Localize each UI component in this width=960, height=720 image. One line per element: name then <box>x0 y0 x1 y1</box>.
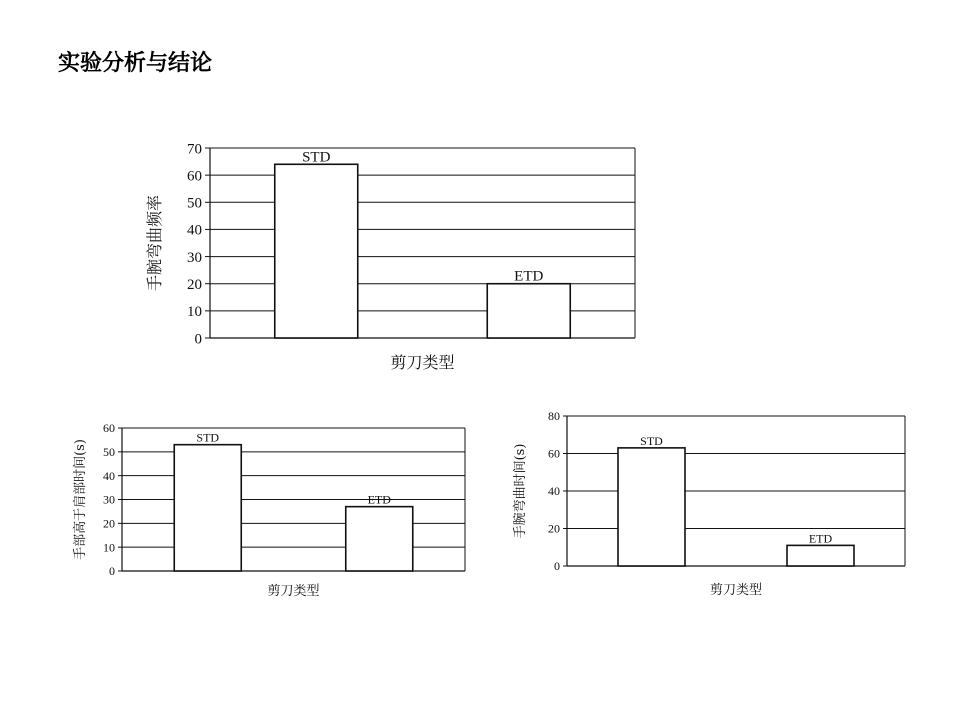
y-tick-label: 30 <box>187 249 202 266</box>
y-tick-label: 50 <box>103 445 115 460</box>
bar-label-etd: ETD <box>367 492 391 507</box>
y-tick-label: 10 <box>187 304 202 321</box>
y-tick-label: 30 <box>103 492 115 507</box>
y-axis-title: 手腕弯曲时间(s) <box>513 443 528 539</box>
chart-hand-above-shoulder-time <box>72 421 465 599</box>
bar-label-etd: ETD <box>514 268 544 285</box>
y-axis-title: 手腕弯曲频率 <box>145 194 164 292</box>
slide-title: 实验分析与结论 <box>58 50 213 76</box>
bar-label-std: STD <box>640 433 663 448</box>
y-tick-label: 40 <box>103 468 115 483</box>
y-tick-label: 40 <box>548 484 560 499</box>
x-axis-title: 剪刀类型 <box>267 584 320 599</box>
bar-std <box>275 164 358 338</box>
y-tick-label: 20 <box>548 521 560 536</box>
bar-etd <box>487 284 570 338</box>
bar-etd <box>787 545 854 566</box>
y-tick-label: 10 <box>103 540 115 555</box>
bar-etd <box>346 507 413 571</box>
y-tick-label: 60 <box>548 446 560 461</box>
y-tick-label: 60 <box>103 421 115 436</box>
y-tick-label: 70 <box>187 141 202 158</box>
y-tick-label: 0 <box>109 564 115 579</box>
chart-wrist-bend-frequency <box>145 141 635 372</box>
bar-std <box>618 448 685 566</box>
y-tick-label: 60 <box>187 168 202 185</box>
y-axis-title: 手部高于肩部时间(s) <box>73 439 88 560</box>
bar-label-etd: ETD <box>808 531 833 546</box>
bar-label-std: STD <box>302 149 331 166</box>
y-tick-label: 80 <box>548 409 560 424</box>
y-tick-label: 40 <box>187 222 202 239</box>
y-tick-label: 20 <box>187 276 202 293</box>
bar-label-std: STD <box>196 430 220 445</box>
y-tick-label: 50 <box>187 195 202 212</box>
y-tick-label: 0 <box>194 331 202 348</box>
chart-wrist-bend-time <box>512 409 905 598</box>
x-axis-title: 剪刀类型 <box>390 353 455 372</box>
x-axis-title: 剪刀类型 <box>709 583 763 598</box>
y-tick-label: 0 <box>554 559 560 574</box>
bar-std <box>174 445 241 571</box>
y-tick-label: 20 <box>103 516 115 531</box>
